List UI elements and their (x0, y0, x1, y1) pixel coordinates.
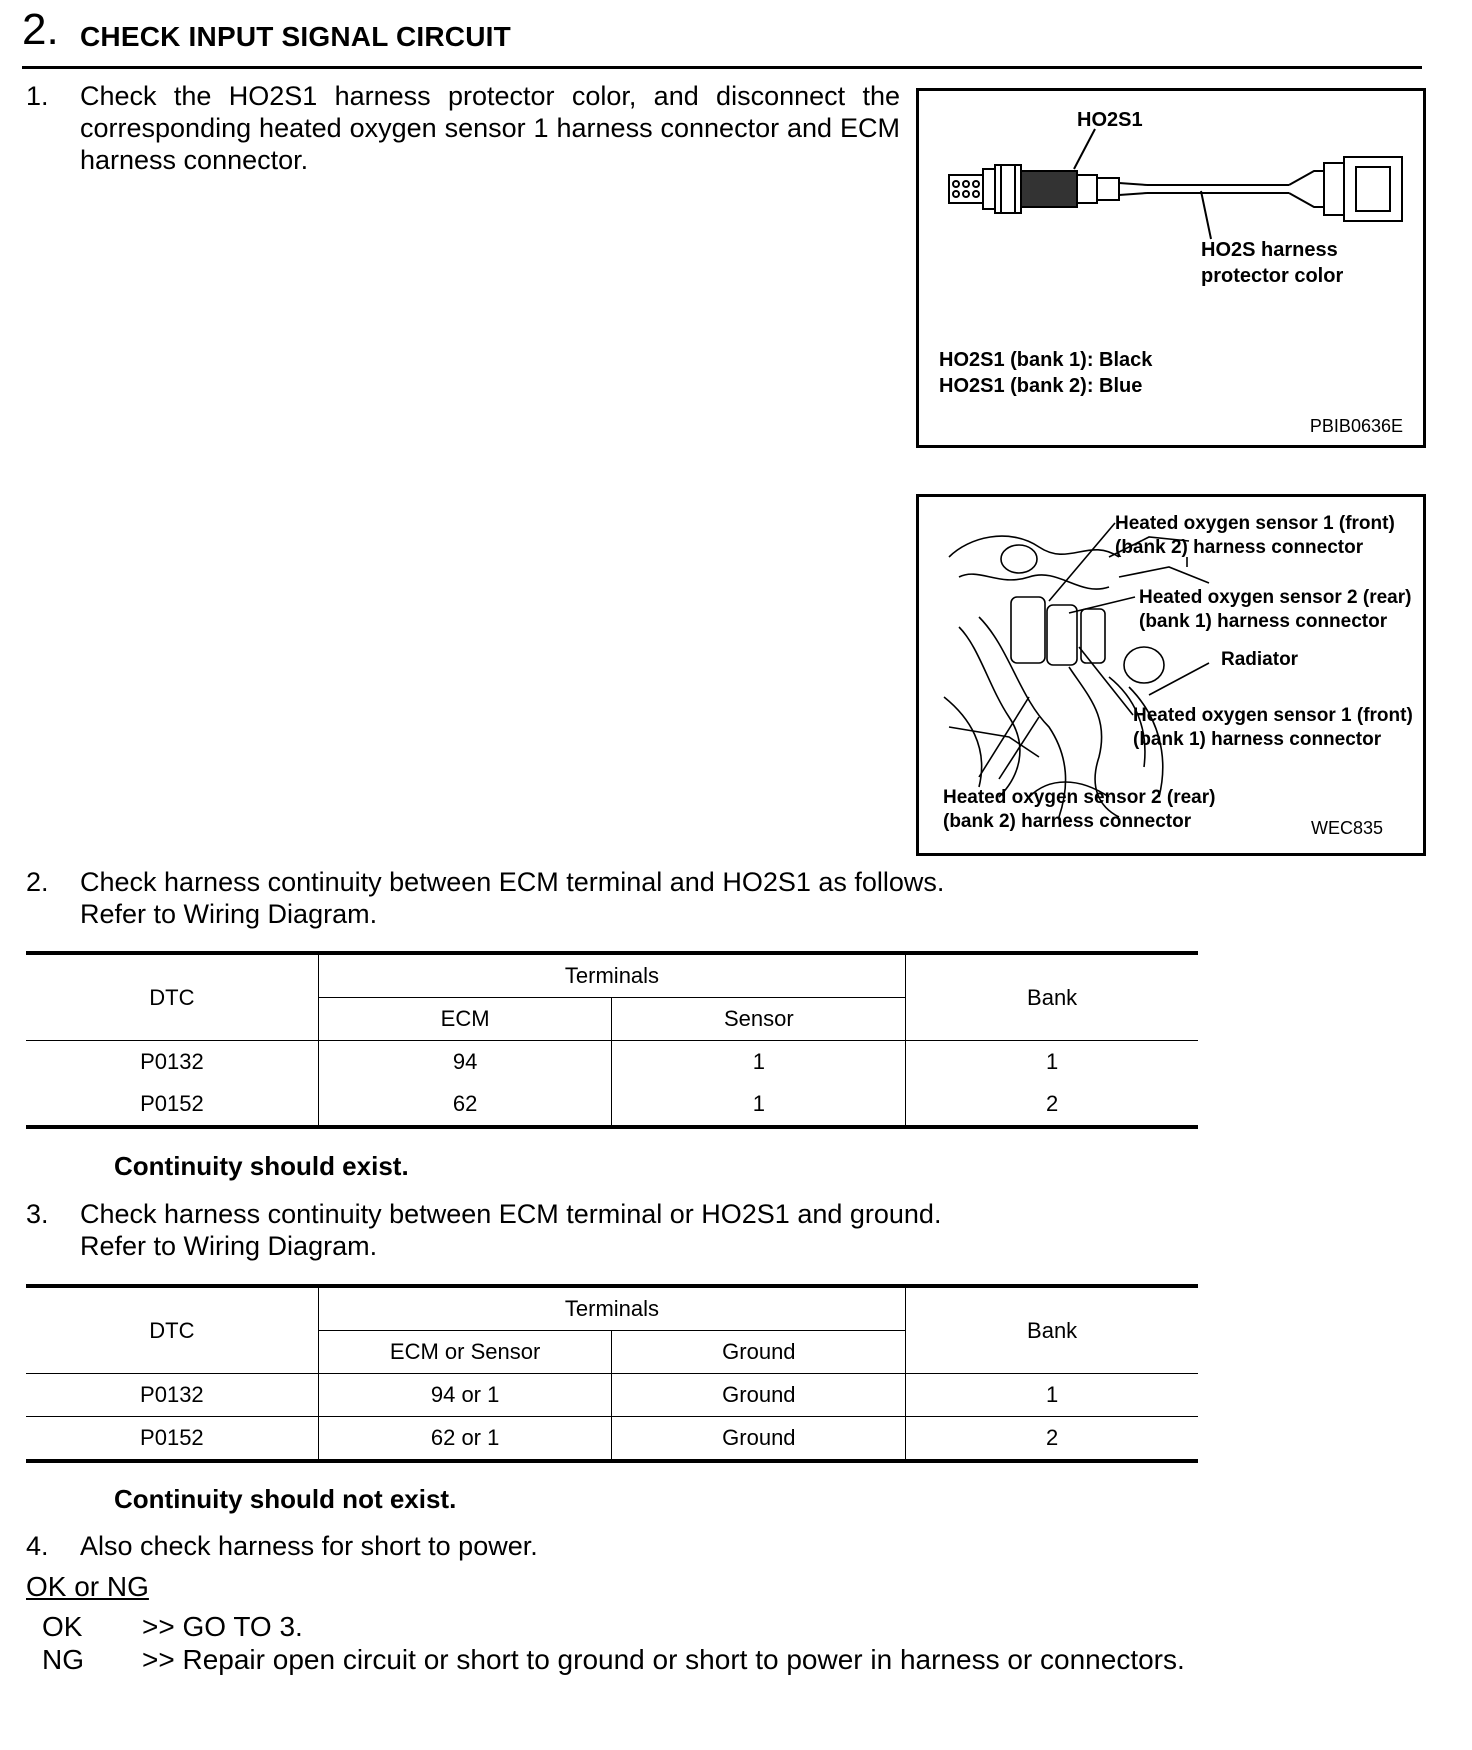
cell-sensor: 1 (612, 1083, 906, 1127)
cell-bank: 1 (906, 1374, 1198, 1417)
label-h02s2-bank1-line1: Heated oxygen sensor 2 (rear) (1139, 587, 1412, 608)
cell-dtc: P0132 (26, 1041, 318, 1084)
figure2-code: WEC835 (1310, 818, 1383, 838)
table-row (26, 1041, 1198, 1084)
label-protector-line2: protector color (1201, 265, 1344, 287)
ok-action: >> GO TO 3. (142, 1611, 303, 1642)
step-2-number: 2. (26, 867, 49, 897)
header-terminals: Terminals (318, 1286, 906, 1331)
continuity-table-ground (26, 1284, 1198, 1463)
figure-connector-locations (916, 494, 1426, 856)
step-1-number: 1. (26, 81, 49, 111)
cell-dtc: P0132 (26, 1374, 318, 1417)
cell-sensor: 1 (612, 1041, 906, 1084)
label-ho2s1: HO2S1 (1077, 109, 1143, 131)
figure1-code: PBIB0636E (1309, 416, 1403, 436)
label-h02s2-bank2-line2: (bank 2) harness connector (943, 811, 1192, 832)
ng-action: >> Repair open circuit or short to ground or short to power in harness or connectors. (142, 1644, 1185, 1675)
header-ground: Ground (612, 1331, 906, 1374)
table-row (26, 1417, 1198, 1462)
step-1-text: Check the HO2S1 harness protector color, and disconnect the corresponding heated oxygen sensor 1 harness connector and ECM harness connector. (80, 81, 900, 175)
cell-bank: 2 (1045, 1091, 1059, 1116)
section-number: 2. (22, 5, 59, 54)
header-terminals: Terminals (318, 953, 905, 998)
note-bank2-color: HO2S1 (bank 2): Blue (939, 375, 1143, 397)
ng-label: NG (42, 1644, 84, 1675)
label-protector-line1: HO2S harness (1201, 239, 1338, 261)
cell-ecm-or-sensor: 94 or 1 (318, 1374, 612, 1417)
step-2-ref: Refer to Wiring Diagram. (80, 899, 378, 929)
step-3-number: 3. (26, 1199, 49, 1229)
cell-dtc: P0152 (26, 1083, 318, 1127)
cell-dtc: P0152 (26, 1417, 318, 1462)
label-h02s1-bank1-line1: Heated oxygen sensor 1 (front) (1133, 705, 1413, 726)
header-bank: Bank (1027, 984, 1078, 1010)
step-4-number: 4. (26, 1531, 49, 1561)
figure-ho2s1-sensor (916, 88, 1426, 448)
label-h02s2-bank1-line2: (bank 1) harness connector (1139, 611, 1388, 632)
header-ecm: ECM (318, 998, 612, 1041)
header-bank: Bank (1027, 1317, 1078, 1343)
table-row (26, 1374, 1198, 1417)
ok-or-ng-heading: OK or NG (26, 1571, 149, 1602)
label-h02s1-bank2-line2: (bank 2) harness connector (1115, 537, 1364, 558)
cell-ecm: 94 (318, 1041, 612, 1084)
section-title: CHECK INPUT SIGNAL CIRCUIT (80, 21, 511, 52)
table-row (26, 1083, 1198, 1127)
step-2-text: Check harness continuity between ECM terminal and HO2S1 as follows. (80, 867, 945, 897)
result-continuity-exists: Continuity should exist. (114, 1151, 409, 1181)
label-h02s1-bank2-line1: Heated oxygen sensor 1 (front) (1115, 513, 1395, 534)
cell-ground: Ground (612, 1417, 906, 1462)
ok-label: OK (42, 1611, 83, 1642)
cell-bank: 2 (1045, 1425, 1059, 1450)
label-h02s1-bank1-line2: (bank 1) harness connector (1133, 729, 1382, 750)
label-h02s2-bank2-line1: Heated oxygen sensor 2 (rear) (943, 787, 1216, 808)
cell-ecm: 62 (318, 1083, 612, 1127)
note-bank1-color: HO2S1 (bank 1): Black (939, 349, 1153, 371)
cell-ground: Ground (612, 1374, 906, 1417)
header-dtc: DTC (26, 1286, 318, 1374)
header-dtc: DTC (26, 953, 318, 1041)
step-3-ref: Refer to Wiring Diagram. (80, 1231, 378, 1261)
step-3-text: Check harness continuity between ECM terminal or HO2S1 and ground. (80, 1199, 942, 1229)
result-continuity-not-exist: Continuity should not exist. (114, 1484, 457, 1514)
cell-bank: 1 (906, 1041, 1198, 1084)
header-ecm-or-sensor: ECM or Sensor (318, 1331, 612, 1374)
title-rule (22, 66, 1422, 69)
continuity-table-ecm-sensor (26, 951, 1198, 1129)
label-radiator: Radiator (1221, 649, 1299, 670)
header-sensor: Sensor (612, 998, 906, 1041)
cell-ecm-or-sensor: 62 or 1 (318, 1417, 612, 1462)
step-4-text: Also check harness for short to power. (80, 1531, 538, 1561)
